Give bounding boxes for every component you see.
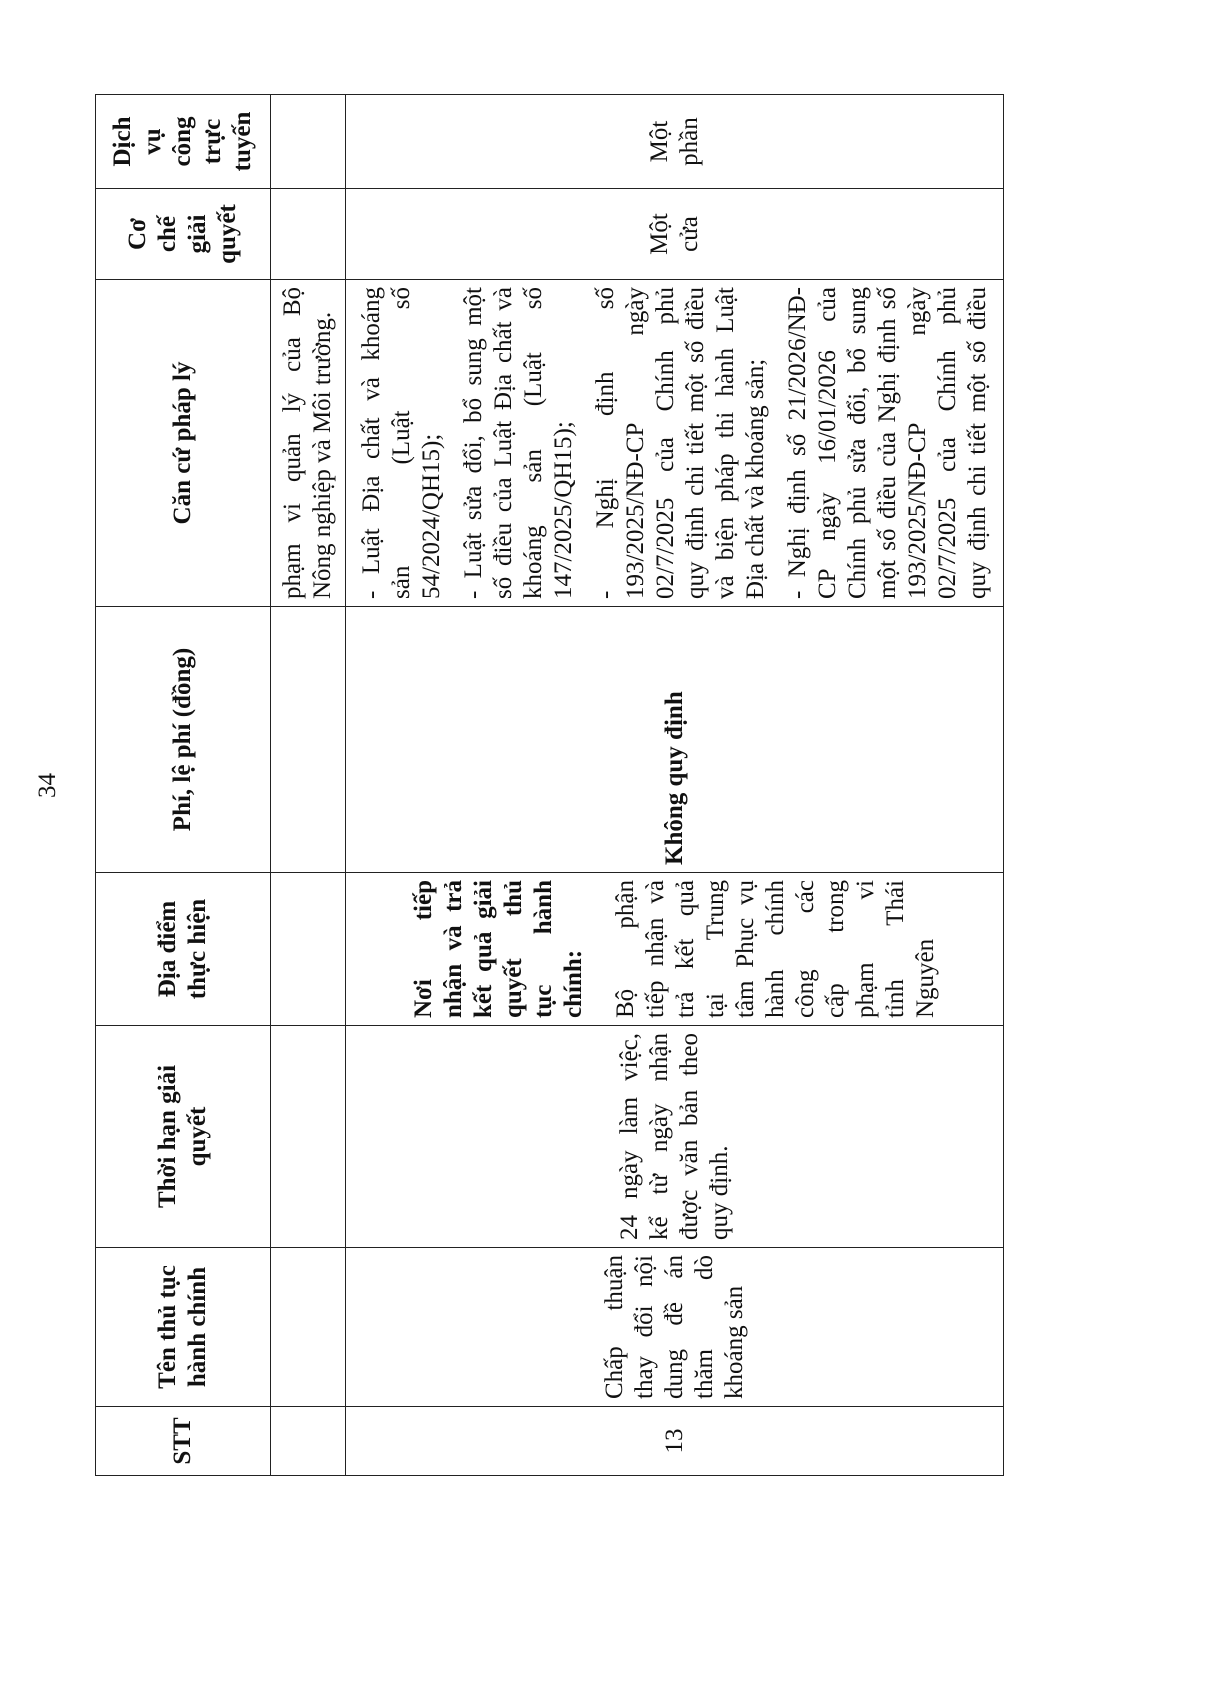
location-detail-line: cấp trong: [821, 880, 849, 1018]
mechanism-cell: [346, 189, 1004, 280]
legal-basis-line: số điều của Luật Địa chất và: [489, 287, 517, 599]
processing-time-cell: [346, 1026, 1004, 1248]
location-detail-line: phạm vi: [851, 880, 879, 1018]
header-stt-label: STT: [169, 1417, 196, 1465]
legal-basis-line: Địa chất và khoáng sản;: [741, 358, 769, 599]
continued-online-service-cell: [271, 95, 346, 189]
procedure-name-cell: [346, 1248, 1004, 1407]
location-detail-line: công các: [791, 880, 819, 1018]
fee-value: Không quy định: [660, 691, 688, 865]
procedure-name-line: thay đổi nội: [630, 1255, 658, 1399]
legal-basis-line: - Nghị định số: [591, 287, 619, 599]
legal-basis-line: quy định chi tiết một số điều: [963, 287, 991, 599]
location-cell: [346, 873, 1004, 1026]
legal-basis-line: một số điều của Nghị định số: [873, 287, 901, 599]
legal-basis-line: quy định chi tiết một số điều: [681, 287, 709, 599]
header-legal-basis-label: Căn cứ pháp lý: [169, 361, 196, 525]
location-heading-line: kết quả giải: [469, 880, 497, 1018]
header-label-line: giải: [184, 214, 211, 254]
procedures-table: [95, 94, 1004, 1476]
procedure-name-line: Chấp thuận: [600, 1255, 628, 1399]
location-detail-line: tâm Phục vụ: [731, 880, 759, 1018]
legal-basis-line: 147/2025/QH15);: [549, 421, 577, 599]
legal-basis-line: 02/7/2025 của Chính phủ: [651, 287, 679, 599]
header-label-line: Cơ: [124, 218, 151, 250]
header-label-line: chế: [154, 215, 181, 253]
processing-time-line: 24 ngày làm việc,: [615, 1033, 643, 1240]
legal-basis-line: Nông nghiệp và Môi trường.: [309, 311, 336, 599]
legal-basis-cell: [346, 280, 1004, 607]
location-detail-line: tại Trung: [701, 880, 729, 1018]
online-service-line: Một: [645, 120, 673, 163]
processing-time-line: được văn bản theo: [675, 1033, 703, 1240]
header-label-line: Tên thủ tục: [154, 1265, 181, 1389]
processing-time-line: quy định.: [705, 1145, 733, 1240]
location-heading-line: Nơi tiếp: [409, 880, 437, 1018]
location-detail-line: hành chính: [761, 880, 789, 1018]
legal-basis-line: - Luật Địa chất và khoáng: [357, 287, 385, 599]
legal-basis-line: và biện pháp thi hành Luật: [711, 287, 739, 599]
continued-procedure-name-cell: [271, 1248, 346, 1407]
continued-location-cell: [271, 873, 346, 1026]
legal-basis-line: CP ngày 16/01/2026 của: [813, 287, 841, 599]
header-location: [96, 873, 271, 1026]
procedure-name-line: thăm dò: [690, 1255, 718, 1399]
header-label-line: Dịch: [109, 116, 136, 167]
continued-processing-time-cell: [271, 1026, 346, 1248]
continued-stt-cell: [271, 1407, 346, 1476]
header-online-service: [96, 95, 271, 189]
procedure-name-line: khoáng sản: [720, 1285, 748, 1399]
legal-basis-line: 54/2024/QH15);: [417, 433, 445, 599]
header-label-line: công: [169, 116, 196, 167]
legal-basis-line: - Nghị định số 21/2026/NĐ-: [783, 287, 811, 599]
mechanism-line: Một: [645, 213, 673, 255]
header-label-line: tuyến: [229, 111, 256, 172]
continued-row: [271, 95, 346, 1476]
legal-basis-item: [591, 287, 771, 599]
continued-mechanism-cell: [271, 189, 346, 280]
location-detail-line: tỉnh Thái: [881, 880, 909, 1018]
continued-fee-cell: [271, 607, 346, 873]
legal-basis-item: [459, 287, 579, 599]
legal-basis-item: [783, 287, 993, 599]
location-heading: [409, 880, 589, 1018]
location-detail-line: Nguyên: [911, 938, 939, 1018]
mechanism-line: cửa: [675, 216, 703, 252]
legal-basis-line: sản (Luật số: [387, 287, 415, 599]
header-stt: [96, 1407, 271, 1476]
stt-number: 13: [660, 1428, 688, 1454]
online-service-line: phần: [675, 117, 703, 166]
location-detail-line: Bộ phận: [611, 880, 639, 1018]
location-detail: [611, 880, 941, 1018]
legal-basis-line: 193/2025/NĐ-CP ngày: [903, 287, 931, 599]
legal-basis-item: [357, 287, 447, 599]
header-row: [96, 95, 271, 1476]
header-label-line: vụ: [139, 128, 166, 155]
legal-basis-line: 193/2025/NĐ-CP ngày: [621, 287, 649, 599]
header-label-line: Thời hạn giải: [154, 1064, 181, 1209]
header-label-line: quyết: [214, 204, 241, 264]
procedure-name-line: dung đề án: [660, 1255, 688, 1399]
rotated-page-content: [35, 95, 1003, 1476]
location-heading-line: quyết thủ: [499, 880, 527, 1018]
header-label-line: Địa điểm: [154, 900, 181, 998]
header-fee-label: Phí, lệ phí (đồng): [169, 647, 196, 832]
location-heading-line: chính:: [559, 949, 587, 1018]
header-label-line: hành chính: [184, 1266, 211, 1388]
header-label-line: quyết: [184, 1106, 211, 1167]
location-detail-line: trả kết quả: [671, 880, 699, 1018]
header-mechanism: [96, 189, 271, 280]
location-detail-line: tiếp nhận và: [641, 880, 669, 1018]
legal-basis-line: phạm vi quản lý của Bộ: [279, 287, 306, 599]
location-heading-line: tục hành: [529, 880, 557, 1018]
header-label-line: thực hiện: [184, 898, 211, 1000]
continued-legal-basis-cell: [271, 280, 346, 607]
stt-cell: [346, 1407, 1004, 1476]
legal-basis-line: - Luật sửa đổi, bổ sung một: [459, 287, 487, 599]
table-row: [346, 95, 1004, 1476]
fee-cell: [346, 607, 1004, 873]
header-label-line: trực: [199, 118, 226, 165]
header-processing-time: [96, 1026, 271, 1248]
legal-basis-line: 02/7/2025 của Chính phủ: [933, 287, 961, 599]
header-procedure-name: [96, 1248, 271, 1407]
legal-basis-line: khoáng sản (Luật số: [519, 287, 547, 599]
location-heading-line: nhận và trả: [439, 880, 467, 1018]
processing-time-line: kể từ ngày nhận: [645, 1033, 673, 1240]
legal-basis-line: Chính phủ sửa đổi, bổ sung: [843, 287, 871, 599]
header-fee: [96, 607, 271, 873]
header-legal-basis: [96, 280, 271, 607]
online-service-cell: [346, 95, 1004, 189]
page-number: 34: [34, 773, 61, 798]
